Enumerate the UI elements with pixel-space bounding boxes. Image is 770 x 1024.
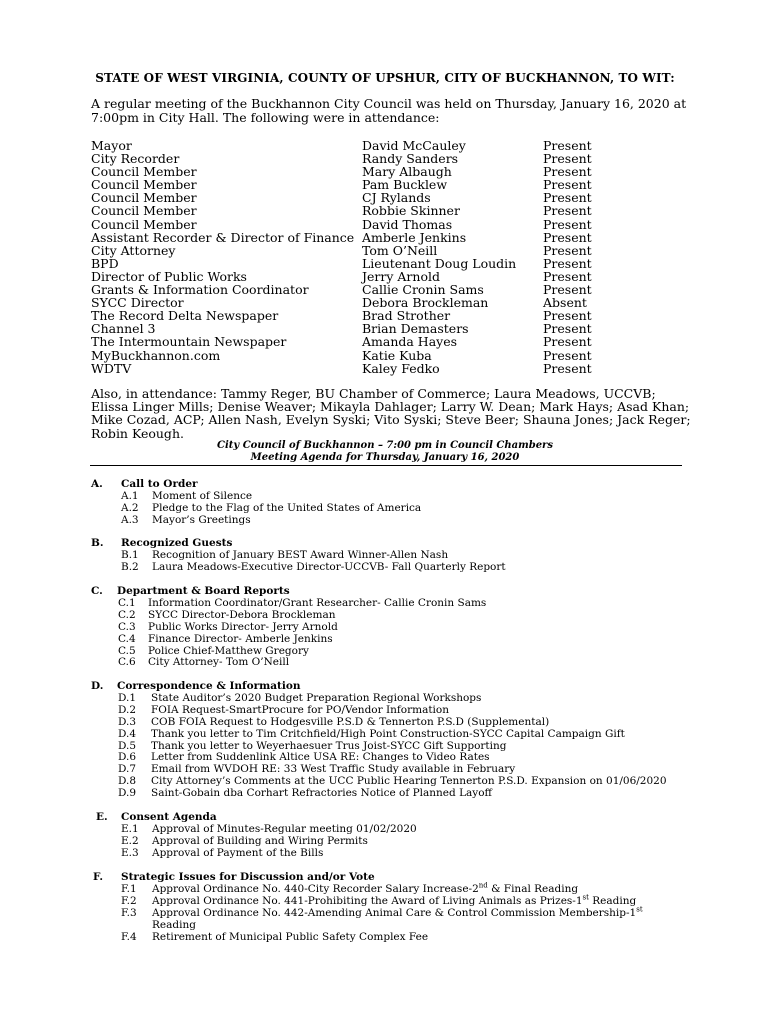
attendee-role: Mayor <box>91 138 132 153</box>
agenda-item-number: E.2 <box>121 834 139 847</box>
agenda-item-text <box>148 609 336 621</box>
attendee-role: The Record Delta Newspaper <box>91 308 279 324</box>
agenda-item-text-main: Thank you letter to Weyerhaesuer Trus Joist-SYCC Gift Supporting <box>151 739 507 752</box>
attendee-status: Present <box>543 255 592 271</box>
attendee-status: Present <box>543 203 592 219</box>
agenda-item-text <box>148 656 289 668</box>
agenda-item-text <box>148 633 333 645</box>
agenda-item-text-main: Email from WVDOH RE: 33 West Traffic Study available in February <box>151 763 516 776</box>
agenda-item-number: D.8 <box>118 775 137 788</box>
attendee-status: Present <box>543 242 592 258</box>
attendee-status: Present <box>543 321 592 337</box>
agenda-item-text <box>151 763 515 775</box>
agenda-item-text <box>151 775 667 787</box>
attendee-name: Brad Strother <box>362 308 451 324</box>
agenda-title <box>0 440 770 464</box>
agenda-item-text <box>152 847 323 859</box>
section-title: Correspondence & Information <box>117 680 301 692</box>
agenda-item-text <box>151 751 490 763</box>
attendee-status: Present <box>543 282 592 298</box>
agenda-item-text-main: Saint-Gobain dba Corhart Refractories Notice of Planned Layoff <box>151 787 493 800</box>
agenda-item-text-main: Approval Ordinance No. 440-City Recorder Salary Increase-2 <box>152 882 479 895</box>
agenda-item-text <box>152 883 578 895</box>
attendee-name: Tom O’Neill <box>362 242 438 258</box>
agenda-item-text <box>151 716 549 728</box>
agenda-item-number: A.2 <box>121 501 139 514</box>
agenda-item-text <box>152 895 636 907</box>
agenda-item-text-main: Approval of Minutes-Regular meeting 01/02/2020 <box>152 822 417 835</box>
agenda-item-number: F.3 <box>121 906 137 919</box>
section-letter: D. <box>91 680 104 692</box>
agenda-item-text-main: Finance Director- Amberle Jenkins <box>148 632 333 645</box>
attendee-status: Present <box>543 347 592 363</box>
agenda-item-text <box>148 621 338 633</box>
attendee-status: Present <box>543 151 592 167</box>
agenda-item-text-main: Public Works Director- Jerry Arnold <box>148 620 338 633</box>
agenda-item-text <box>151 704 449 716</box>
section-title: Consent Agenda <box>121 811 217 823</box>
attendee-status: Present <box>543 177 592 193</box>
agenda-item-number: D.1 <box>118 691 137 704</box>
agenda-item-text <box>152 502 421 514</box>
attendee-name: Kaley Fedko <box>362 360 440 376</box>
attendee-name: David Thomas <box>362 216 453 232</box>
attendee-name: Amanda Hayes <box>362 334 458 350</box>
attendee-name: Pam Bucklew <box>362 177 448 193</box>
document-heading: STATE OF WEST VIRGINIA, COUNTY OF UPSHUR, CITY OF BUCKHANNON, TO WIT: <box>95 71 675 85</box>
agenda-item-text-continued: Reading <box>152 918 196 931</box>
attendee-name: Katie Kuba <box>362 347 432 363</box>
attendee-role: Council Member <box>91 177 197 193</box>
attendee-status: Present <box>543 308 592 324</box>
agenda-item-text-main: City Attorney’s Comments at the UCC Public Hearing Tennerton P.S.D. Expansion on 01/06/2020 <box>151 775 667 788</box>
agenda-item-number: D.2 <box>118 703 137 716</box>
attendee-name: Amberle Jenkins <box>362 229 467 245</box>
agenda-item-text-main: Recognition of January BEST Award Winner-Allen Nash <box>152 548 449 561</box>
agenda-item-number: E.3 <box>121 846 139 859</box>
agenda-item-text-main: Laura Meadows-Executive Director-UCCVB- Fall Quarterly Report <box>152 560 506 573</box>
attendee-status: Present <box>543 360 592 376</box>
attendee-role: BPD <box>91 255 119 271</box>
ordinal-suffix: st <box>582 893 589 902</box>
attendee-name: Lieutenant Doug Loudin <box>362 255 517 271</box>
agenda-item-number: A.1 <box>121 489 139 502</box>
intro-paragraph: A regular meeting of the Buckhannon City Council was held on Thursday, January 16, 2020 at 7:00pm in City Hall. The following were in attendance: <box>91 96 687 125</box>
attendee-name: Randy Sanders <box>362 151 459 167</box>
agenda-item-text <box>152 549 448 561</box>
agenda-item-text <box>152 835 368 847</box>
agenda-item-text-main: City Attorney- Tom O’Neill <box>148 656 290 669</box>
agenda-item-text <box>152 931 428 943</box>
agenda-item-text <box>151 692 481 704</box>
attendee-role: Council Member <box>91 164 197 180</box>
attendee-status: Present <box>543 268 592 284</box>
agenda-title-line1: City Council of Buckhannon – 7:00 pm in Council Chambers <box>217 440 553 451</box>
agenda-item-number: D.7 <box>118 763 137 776</box>
agenda-item-text-main: Approval Ordinance No. 441-Prohibiting the Award of Living Animals as Prizes-1 <box>152 894 583 907</box>
agenda-item-text <box>148 645 309 657</box>
agenda-item-text <box>152 561 506 573</box>
attendee-role: Council Member <box>91 190 197 206</box>
attendee-role: Director of Public Works <box>91 268 247 284</box>
agenda-item-number: B.2 <box>121 560 139 573</box>
attendee-role: Grants & Information Coordinator <box>91 282 309 298</box>
section-title: Call to Order <box>121 478 198 490</box>
attendee-name: David McCauley <box>362 138 466 153</box>
agenda-item-number: F.1 <box>121 882 137 895</box>
section-letter: F. <box>93 871 104 883</box>
section-title: Strategic Issues for Discussion and/or Vote <box>121 871 375 883</box>
agenda-item-text-tail: & Final Reading <box>487 882 579 895</box>
agenda-item-number: C.2 <box>118 608 136 621</box>
attendee-status: Present <box>543 164 592 180</box>
agenda-item-number: C.1 <box>118 596 136 609</box>
attendee-role: WDTV <box>91 360 132 376</box>
agenda-item-number: D.4 <box>118 727 137 740</box>
section-letter: A. <box>91 478 103 490</box>
agenda-item-number: D.3 <box>118 715 137 728</box>
agenda-item-text-main: Thank you letter to Tim Critchfield/High Point Construction-SYCC Capital Campaign Gift <box>151 727 625 740</box>
agenda-item-number: F.4 <box>121 930 137 943</box>
agenda-item-number: D.9 <box>118 787 137 800</box>
attendee-name: Brian Demasters <box>362 321 469 337</box>
ordinal-suffix: st <box>636 905 643 914</box>
attendee-status: Present <box>543 138 592 153</box>
agenda-item-text-main: Moment of Silence <box>152 489 253 502</box>
attendee-role: City Recorder <box>91 151 180 167</box>
attendee-name: CJ Rylands <box>362 190 431 206</box>
agenda-item-number: E.1 <box>121 822 139 835</box>
agenda-item-text <box>152 514 251 526</box>
agenda-item-number: C.5 <box>118 644 136 657</box>
agenda-item-number: D.5 <box>118 739 137 752</box>
attendee-role: MyBuckhannon.com <box>91 347 221 363</box>
agenda-item-text <box>148 597 486 609</box>
agenda-item-text-tail: Reading <box>588 894 637 907</box>
attendee-name: Callie Cronin Sams <box>362 282 484 298</box>
agenda-item-text-main: State Auditor’s 2020 Budget Preparation Regional Workshops <box>151 691 482 704</box>
agenda-item-text-main: Approval of Building and Wiring Permits <box>152 834 368 847</box>
agenda-item-text-main: Mayor’s Greetings <box>152 513 251 526</box>
attendee-status: Present <box>543 216 592 232</box>
agenda-item-text <box>151 728 625 740</box>
attendee-role: The Intermountain Newspaper <box>91 334 287 350</box>
agenda-item-text <box>152 907 643 919</box>
agenda-item-text-main: Police Chief-Matthew Gregory <box>148 644 309 657</box>
agenda-item-number: A.3 <box>121 513 139 526</box>
attendee-status: Absent <box>543 295 587 311</box>
attendee-status: Present <box>543 190 592 206</box>
attendee-name: Robbie Skinner <box>362 203 460 219</box>
agenda-item-text <box>152 490 252 502</box>
section-letter: B. <box>91 537 104 549</box>
attendee-name: Mary Albaugh <box>362 164 452 180</box>
agenda-item-text <box>152 823 417 835</box>
agenda-item-text <box>151 740 506 752</box>
agenda-item-text-main: SYCC Director-Debora Brockleman <box>148 608 336 621</box>
agenda-title-line2: Meeting Agenda for Thursday, January 16, 2020 <box>250 452 520 463</box>
agenda-item-number: C.6 <box>118 656 136 669</box>
attendee-role: SYCC Director <box>91 295 184 311</box>
attendee-status: Present <box>543 229 592 245</box>
attendee-role: Council Member <box>91 216 197 232</box>
section-letter: C. <box>91 585 103 597</box>
section-title: Recognized Guests <box>121 537 233 549</box>
agenda-item-number: B.1 <box>121 548 139 561</box>
agenda-item-text-main: Approval of Payment of the Bills <box>152 846 324 859</box>
attendee-role: Channel 3 <box>91 321 156 337</box>
agenda-item-text-main: Letter from Suddenlink Altice USA RE: Changes to Video Rates <box>151 751 490 764</box>
attendee-role: City Attorney <box>91 242 176 258</box>
attendee-name: Debora Brockleman <box>362 295 489 311</box>
attendee-role: Council Member <box>91 203 197 219</box>
section-letter: E. <box>96 811 108 823</box>
attendee-status: Present <box>543 334 592 350</box>
agenda-item-text-main: Approval Ordinance No. 442-Amending Animal Care & Control Commission Membership-1 <box>152 906 637 919</box>
attendee-role: Assistant Recorder & Director of Finance <box>91 229 355 245</box>
ordinal-suffix: nd <box>478 881 488 890</box>
agenda-divider <box>90 465 682 466</box>
agenda-item-number: F.2 <box>121 894 137 907</box>
agenda-item-text-main: COB FOIA Request to Hodgesville P.S.D & Tennerton P.S.D (Supplemental) <box>151 715 550 728</box>
also-attendance-paragraph: Also, in attendance: Tammy Reger, BU Chamber of Commerce; Laura Meadows, UCCVB; Elissa Linger Mills; Denise Weaver; Mikayla Dahlager; Larry W. Dean; Mark Hays; Asad Khan; Mike Cozad, ACP; Allen Nash, Evelyn Syski; Vito Syski; Steve Beer; Shauna Jones; Jack Reger; Robin Keough. <box>91 386 691 441</box>
agenda-item-text-main: Retirement of Municipal Public Safety Complex Fee <box>152 930 429 943</box>
attendee-name: Jerry Arnold <box>362 268 440 284</box>
agenda-item-text-main: Pledge to the Flag of the United States of America <box>152 501 422 514</box>
agenda-item-text <box>151 787 492 799</box>
agenda-item-text-main: FOIA Request-SmartProcure for PO/Vendor Information <box>151 703 449 716</box>
agenda-item-text-main: Information Coordinator/Grant Researcher- Callie Cronin Sams <box>148 596 487 609</box>
agenda-item-number: D.6 <box>118 751 137 764</box>
agenda-item-number: C.3 <box>118 620 136 633</box>
section-title: Department & Board Reports <box>117 585 290 597</box>
agenda-item-number: C.4 <box>118 632 136 645</box>
